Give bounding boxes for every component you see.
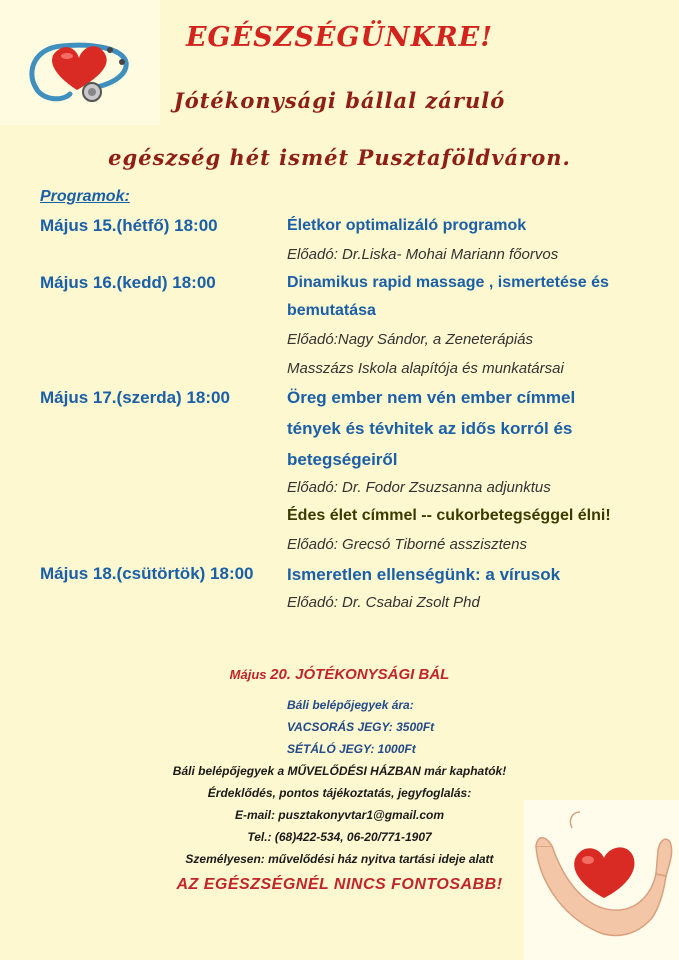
program-2-topic-line-2: bemutatása — [287, 302, 376, 319]
page-title: EGÉSZSÉGÜNKRE! — [185, 22, 494, 53]
program-3-topic-line-2: tények és tévhitek az idős korról és — [287, 419, 573, 438]
program-3-topic-line-1: Öreg ember nem vén ember címmel — [287, 388, 576, 407]
inquiry-text: Érdeklődés, pontos tájékoztatás, jegyfoglalás: — [207, 786, 472, 800]
hands-holding-heart-icon — [528, 806, 676, 944]
contact-phone: Tel.: (68)422-534, 06-20/771-1907 — [247, 830, 432, 844]
programs-heading: Programok: — [40, 188, 130, 205]
program-3-date: Május 17.(szerda) 18:00 — [40, 388, 230, 407]
program-2-speaker-line-2: Masszázs Iskola alapítója és munkatársai — [287, 360, 564, 377]
in-person-text: Személyesen: művelődési ház nyitva tartási ideje alatt — [185, 852, 494, 866]
contact-email: E-mail: pusztakonyvtar1@gmail.com — [234, 808, 445, 822]
program-2-date: Május 16.(kedd) 18:00 — [40, 273, 216, 292]
ball-title — [0, 666, 679, 683]
program-2-topic-line-1: Dinamikus rapid massage , ismertetése és — [287, 274, 609, 291]
ball-tickets-label: Báli belépőjegyek ára: — [287, 698, 414, 712]
program-4-date: Május 18.(csütörtök) 18:00 — [40, 564, 254, 583]
program-4-topic: Ismeretlen ellenségünk: a vírusok — [287, 565, 561, 584]
ball-walking-ticket: SÉTÁLÓ JEGY: 1000Ft — [287, 742, 416, 756]
program-2-speaker-line-1: Előadó:Nagy Sándor, a Zeneterápiás — [287, 331, 533, 348]
ticket-availability: Báli belépőjegyek a MŰVELŐDÉSI HÁZBAN már kaphatók! — [172, 764, 507, 778]
slogan: AZ EGÉSZSÉGNÉL NINCS FONTOSABB! — [176, 876, 503, 893]
program-3-second-speaker: Előadó: Grecsó Tiborné asszisztens — [287, 536, 527, 553]
program-3-topic-line-3: betegségeiről — [287, 450, 398, 469]
program-1-speaker: Előadó: Dr.Liska- Mohai Mariann főorvos — [287, 246, 559, 263]
program-4-speaker: Előadó: Dr. Csabai Zsolt Phd — [287, 594, 480, 611]
program-1-date: Május 15.(hétfő) 18:00 — [40, 216, 218, 235]
ball-dinner-ticket: VACSORÁS JEGY: 3500Ft — [287, 720, 435, 734]
ball-date-word: Május — [229, 667, 267, 682]
program-3-second-topic: Édes élet címmel -- cukorbetegséggel élni! — [287, 507, 611, 524]
subtitle-line-2: egészség hét ismét Pusztaföldváron. — [108, 145, 571, 170]
ball-title-text: 20. JÓTÉKONYSÁGI BÁL — [270, 666, 450, 683]
program-3-speaker: Előadó: Dr. Fodor Zsuzsanna adjunktus — [287, 479, 551, 496]
subtitle-line-1: Jótékonysági bállal záruló — [173, 88, 506, 113]
program-1-topic: Életkor optimalizáló programok — [287, 217, 527, 234]
